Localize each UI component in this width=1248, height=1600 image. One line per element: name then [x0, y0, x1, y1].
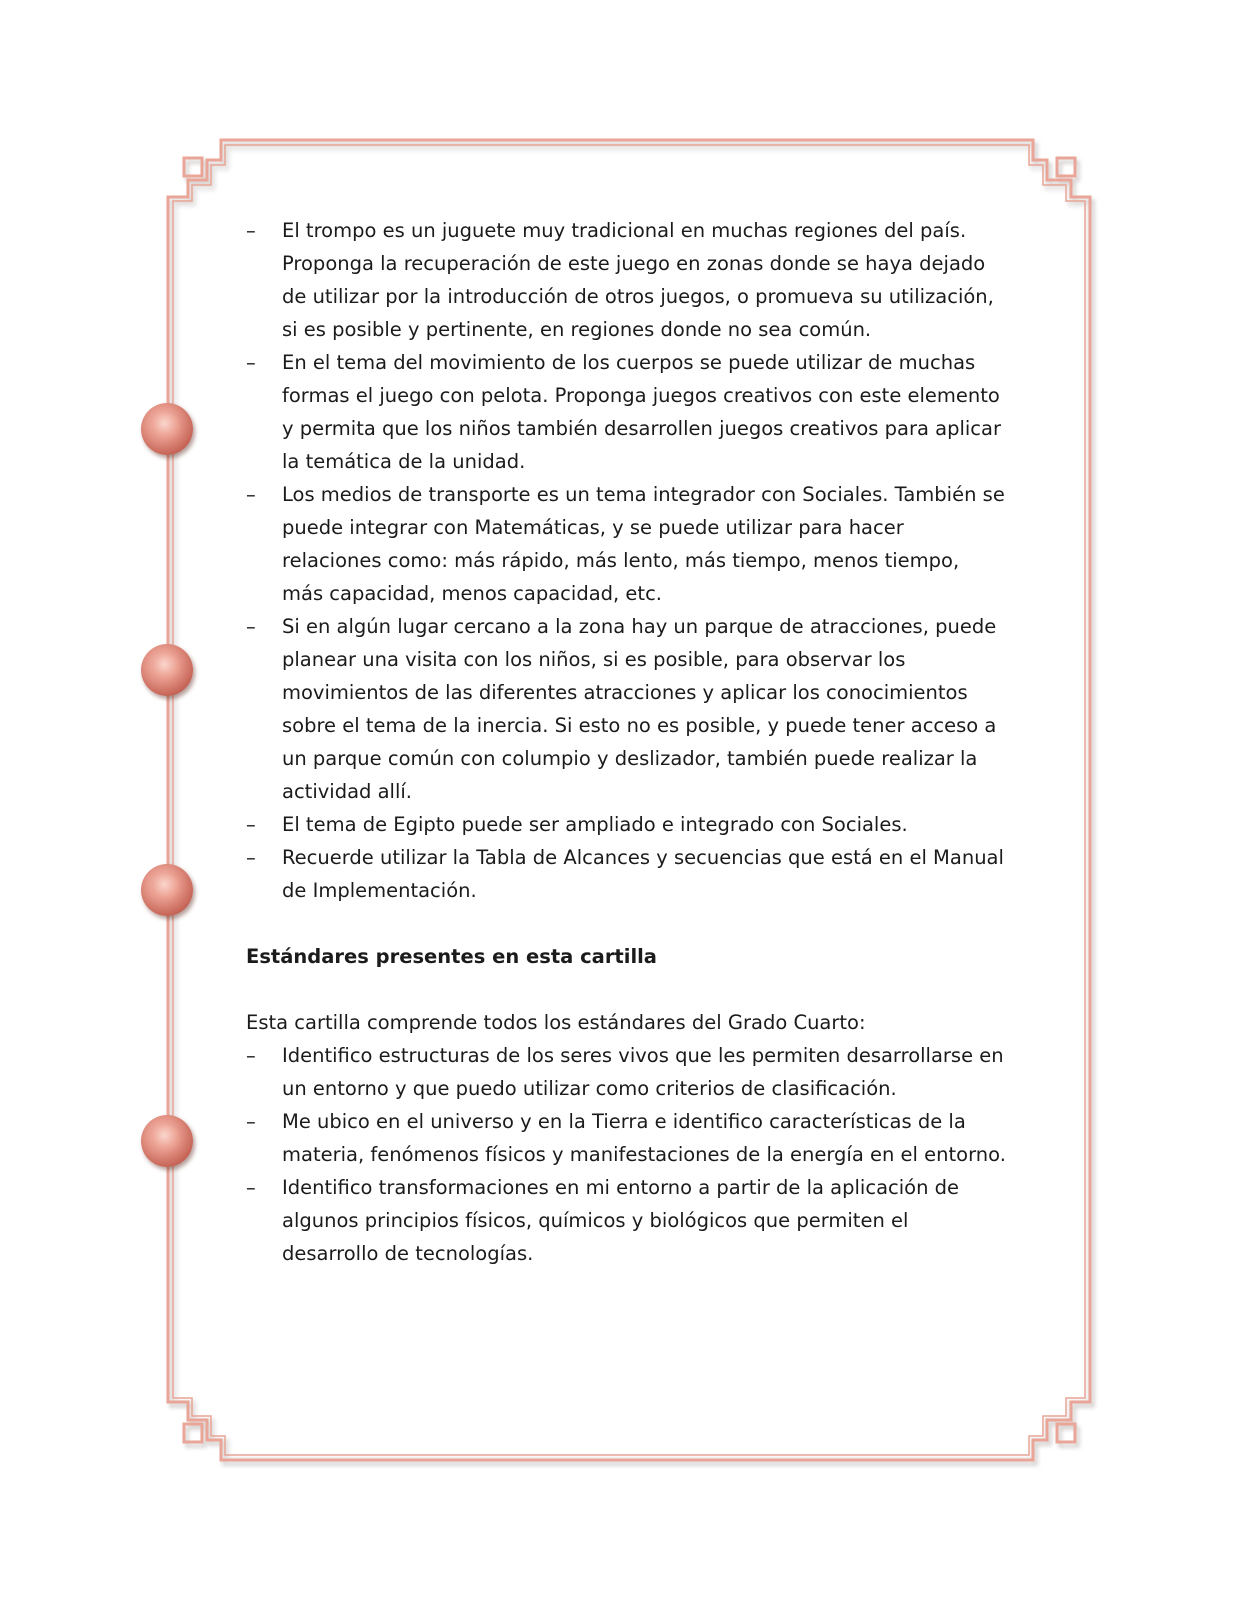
list-item: [246, 1171, 1006, 1270]
list-item-text: En el tema del movimiento de los cuerpos se puede utilizar de muchas formas el juego con pelota. Proponga juegos creativos con este elemento y permita que los niños también desarrollen juegos creativos para aplicar la temática de la unidad.: [282, 351, 1001, 473]
dash-bullet: –: [246, 846, 256, 869]
list-item-text: El tema de Egipto puede ser ampliado e integrado con Sociales.: [282, 813, 908, 836]
dash-bullet: –: [246, 483, 256, 506]
list-item: [246, 610, 1006, 808]
dash-bullet: –: [246, 1044, 256, 1067]
binder-ring-1: [141, 403, 193, 455]
dash-bullet: –: [246, 615, 256, 638]
list-item-text: Recuerde utilizar la Tabla de Alcances y secuencias que está en el Manual de Implementación.: [282, 846, 1004, 902]
dash-bullet: –: [246, 1110, 256, 1133]
list-item-text: Identifico transformaciones en mi entorno a partir de la aplicación de algunos principios físicos, químicos y biológicos que permiten el desarrollo de tecnologías.: [282, 1176, 960, 1265]
list-item: [246, 1039, 1006, 1105]
list-item: [246, 808, 1006, 841]
dash-bullet: –: [246, 351, 256, 374]
list-item-text: El trompo es un juguete muy tradicional en muchas regiones del país. Proponga la recuperación de este juego en zonas donde se haya dejado de utilizar por la introducción de otros juegos, o promueva su utilización, si es posible y pertinente, en regiones donde no sea común.: [282, 219, 994, 341]
section-heading: Estándares presentes en esta cartilla: [246, 945, 657, 968]
list-item-text: Los medios de transporte es un tema integrador con Sociales. También se puede integrar con Matemáticas, y se puede utilizar para hacer relaciones como: más rápido, más lento, más tiempo, menos tiempo, más capacidad, menos capacidad, etc.: [282, 483, 1005, 605]
dash-bullet: –: [246, 219, 256, 242]
list-item: [246, 214, 1006, 346]
list-item: [246, 841, 1006, 907]
list-item-text: Si en algún lugar cercano a la zona hay un parque de atracciones, puede planear una visita con los niños, si es posible, para observar los movimientos de las diferentes atracciones y aplicar los conocimientos sobre el tema de la inercia. Si esto no es posible, y puede tener acceso a un parque común con columpio y deslizador, también puede realizar la actividad allí.: [282, 615, 997, 803]
page-content: [246, 214, 1006, 1270]
dash-bullet: –: [246, 1176, 256, 1199]
recommendations-list: [246, 214, 1006, 907]
list-item-text: Identifico estructuras de los seres vivos que les permiten desarrollarse en un entorno y que puedo utilizar como criterios de clasificación.: [282, 1044, 1004, 1100]
list-item-text: Me ubico en el universo y en la Tierra e identifico características de la materia, fenómenos físicos y manifestaciones de la energía en el entorno.: [282, 1110, 1006, 1166]
binder-ring-4: [141, 1115, 193, 1167]
section-intro: Esta cartilla comprende todos los estándares del Grado Cuarto:: [246, 1011, 866, 1034]
list-item: [246, 1105, 1006, 1171]
standards-list: [246, 1039, 1006, 1270]
binder-ring-3: [141, 864, 193, 916]
list-item: [246, 346, 1006, 478]
list-item: [246, 478, 1006, 610]
dash-bullet: –: [246, 813, 256, 836]
binder-ring-2: [141, 644, 193, 696]
